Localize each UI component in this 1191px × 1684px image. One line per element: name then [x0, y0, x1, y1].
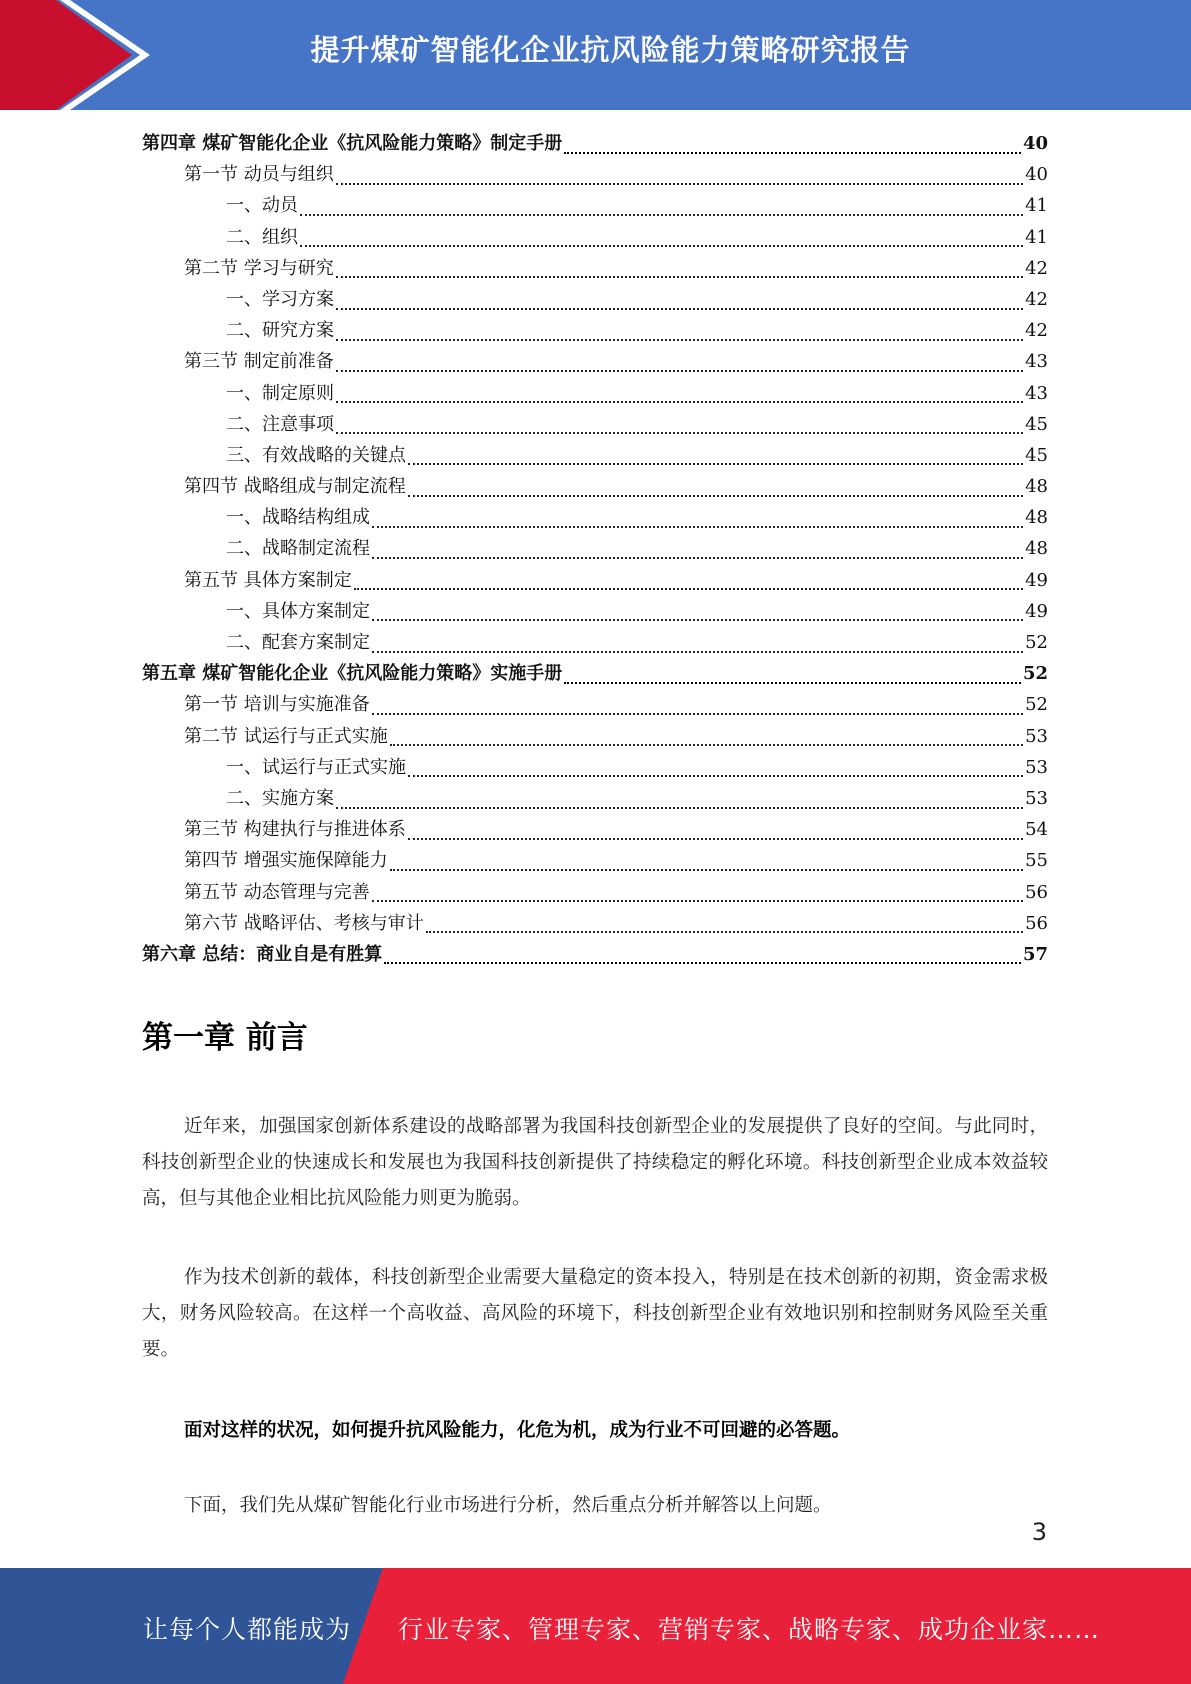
toc-page-number: 41 [1025, 226, 1048, 248]
toc-chapter-entry[interactable] [142, 658, 1048, 689]
toc-subsection-entry[interactable] [142, 596, 1048, 627]
toc-page-number: 43 [1025, 351, 1048, 373]
toc-page-number: 49 [1025, 600, 1048, 622]
toc-leader-dots [408, 495, 1023, 497]
toc-page-number: 55 [1025, 850, 1048, 872]
toc-section-entry[interactable] [142, 877, 1048, 908]
toc-leader-dots [408, 775, 1023, 777]
toc-subsection-entry[interactable] [142, 378, 1048, 409]
toc-leader-dots [336, 432, 1023, 434]
highlight-paragraph: 面对这样的状况，如何提升抗风险能力，化危为机，成为行业不可回避的必答题。 [184, 1420, 851, 1441]
toc-subsection-entry[interactable] [142, 533, 1048, 564]
toc-subsection-entry[interactable] [142, 440, 1048, 471]
toc-section-entry[interactable] [142, 845, 1048, 876]
toc-subsection-entry[interactable] [142, 752, 1048, 783]
toc-leader-dots [390, 869, 1023, 871]
toc-entry-title: 一、试运行与正式实施 [226, 756, 406, 778]
toc-page-number: 57 [1022, 943, 1048, 965]
toc-page-number: 45 [1025, 444, 1048, 466]
toc-page-number: 52 [1025, 694, 1048, 716]
toc-entry-title: 一、学习方案 [226, 288, 334, 310]
toc-leader-dots [372, 526, 1023, 528]
toc-leader-dots [300, 245, 1023, 247]
toc-section-entry[interactable] [142, 159, 1048, 190]
footer-slogan-right: 行业专家、管理专家、营销专家、战略专家、成功企业家…… [398, 1615, 1101, 1644]
toc-page-number: 52 [1022, 663, 1048, 685]
toc-page-number: 48 [1025, 476, 1048, 498]
page-footer [0, 1568, 1191, 1684]
toc-subsection-entry[interactable] [142, 627, 1048, 658]
toc-section-entry[interactable] [142, 689, 1048, 720]
paragraph: 近年来，加强国家创新体系建设的战略部署为我国科技创新型企业的发展提供了良好的空间。与此同时，科技创新型企业的快速成长和发展也为我国科技创新提供了持续稳定的孵化环境。科技创新型企业成本效益较高，但与其他企业相比抗风险能力则更为脆弱。 [142, 1116, 1048, 1209]
toc-entry-title: 第三节 构建执行与推进体系 [184, 819, 406, 841]
toc-entry-title: 二、组织 [226, 226, 298, 248]
toc-entry-title: 第二节 试运行与正式实施 [184, 725, 388, 747]
toc-entry-title: 第六节 战略评估、考核与审计 [184, 912, 424, 934]
toc-page-number: 53 [1025, 756, 1048, 778]
toc-leader-dots [300, 214, 1023, 216]
toc-leader-dots [336, 308, 1023, 310]
toc-subsection-entry[interactable] [142, 502, 1048, 533]
toc-section-entry[interactable] [142, 253, 1048, 284]
toc-entry-title: 二、战略制定流程 [226, 538, 370, 560]
toc-entry-title: 一、战略结构组成 [226, 507, 370, 529]
toc-leader-dots [372, 557, 1023, 559]
toc-leader-dots [354, 588, 1023, 590]
toc-entry-title: 二、研究方案 [226, 320, 334, 342]
toc-entry-title: 二、配套方案制定 [226, 632, 370, 653]
toc-leader-dots [426, 931, 1023, 933]
toc-subsection-entry[interactable] [142, 190, 1048, 221]
toc-leader-dots [336, 401, 1023, 403]
toc-page-number: 42 [1025, 320, 1048, 342]
toc-section-entry[interactable] [142, 565, 1048, 596]
toc-entry-title: 第五节 具体方案制定 [184, 569, 352, 591]
toc-page-number: 48 [1025, 538, 1048, 560]
toc-section-entry[interactable] [142, 721, 1048, 752]
toc-page-number: 40 [1022, 133, 1048, 154]
toc-leader-dots [390, 744, 1023, 746]
footer-slogan-left: 让每个人都能成为 [143, 1615, 352, 1644]
toc-entry-title: 第四节 战略组成与制定流程 [184, 476, 406, 498]
toc-leader-dots [372, 713, 1023, 715]
toc-leader-dots [336, 370, 1023, 372]
page-header [0, 0, 1191, 110]
toc-section-entry[interactable] [142, 346, 1048, 377]
paragraph: 作为技术创新的载体，科技创新型企业需要大量稳定的资本投入，特别是在技术创新的初期，资金需求极大，财务风险较高。在这样一个高收益、高风险的环境下，科技创新型企业有效地识别和控制财务风险至关重要。 [142, 1267, 1048, 1360]
toc-leader-dots [336, 807, 1023, 809]
toc-entry-title: 第五节 动态管理与完善 [184, 881, 370, 903]
paragraph: 下面，我们先从煤矿智能化行业市场进行分析，然后重点分析并解答以上问题。 [184, 1495, 832, 1516]
toc-entry-title: 第六章 总结：商业自是有胜算 [142, 943, 383, 965]
toc-page-number: 49 [1025, 569, 1048, 591]
toc-page-number: 48 [1025, 507, 1048, 529]
toc-page-number: 42 [1025, 288, 1048, 310]
toc-leader-dots [336, 339, 1023, 341]
toc-entry-title: 三、有效战略的关键点 [226, 444, 406, 466]
toc-section-entry[interactable] [142, 908, 1048, 939]
toc-page-number: 45 [1025, 413, 1048, 435]
toc-entry-title: 第四节 增强实施保障能力 [184, 850, 388, 872]
toc-leader-dots [384, 962, 1021, 964]
toc-leader-dots [372, 619, 1023, 621]
toc-entry-title: 二、实施方案 [226, 787, 334, 809]
toc-subsection-entry[interactable] [142, 315, 1048, 346]
toc-leader-dots [564, 152, 1021, 154]
toc-entry-title: 第一节 培训与实施准备 [184, 694, 370, 716]
toc-leader-dots [408, 838, 1023, 840]
toc-leader-dots [408, 463, 1023, 465]
toc-subsection-entry[interactable] [142, 783, 1048, 814]
toc-page-number: 53 [1025, 787, 1048, 809]
toc-entry-title: 二、注意事项 [226, 413, 334, 435]
toc-section-entry[interactable] [142, 814, 1048, 845]
toc-page-number: 56 [1025, 881, 1048, 903]
toc-leader-dots [372, 651, 1023, 653]
toc-section-entry[interactable] [142, 471, 1048, 502]
toc-entry-title: 第一节 动员与组织 [184, 164, 334, 186]
report-title: 提升煤矿智能化企业抗风险能力策略研究报告 [310, 33, 911, 67]
toc-chapter-entry[interactable] [142, 128, 1048, 159]
toc-leader-dots [372, 900, 1023, 902]
toc-entry-title: 一、动员 [226, 195, 298, 217]
toc-leader-dots [336, 276, 1023, 278]
toc-entry-title: 第四章 煤矿智能化企业《抗风险能力策略》制定手册 [142, 133, 563, 154]
toc-subsection-entry[interactable] [142, 222, 1048, 253]
toc-leader-dots [564, 682, 1021, 684]
toc-entry-title: 一、制定原则 [226, 382, 334, 404]
toc-page-number: 41 [1025, 195, 1048, 217]
toc-entry-title: 第五章 煤矿智能化企业《抗风险能力策略》实施手册 [142, 663, 563, 685]
toc-entry-title: 第二节 学习与研究 [184, 257, 334, 279]
toc-subsection-entry[interactable] [142, 284, 1048, 315]
table-of-contents [142, 128, 1048, 970]
toc-page-number: 53 [1025, 725, 1048, 747]
toc-page-number: 40 [1025, 164, 1048, 186]
toc-subsection-entry[interactable] [142, 409, 1048, 440]
toc-page-number: 43 [1025, 382, 1048, 404]
chapter-heading: 第一章 前言 [142, 1020, 308, 1056]
page-number: 3 [1031, 1518, 1047, 1546]
toc-entry-title: 一、具体方案制定 [226, 600, 370, 622]
toc-entry-title: 第三节 制定前准备 [184, 351, 334, 373]
toc-chapter-entry[interactable] [142, 939, 1048, 970]
toc-leader-dots [336, 183, 1023, 185]
toc-page-number: 52 [1025, 632, 1048, 653]
toc-page-number: 54 [1025, 819, 1048, 841]
toc-page-number: 56 [1025, 912, 1048, 934]
toc-page-number: 42 [1025, 257, 1048, 279]
